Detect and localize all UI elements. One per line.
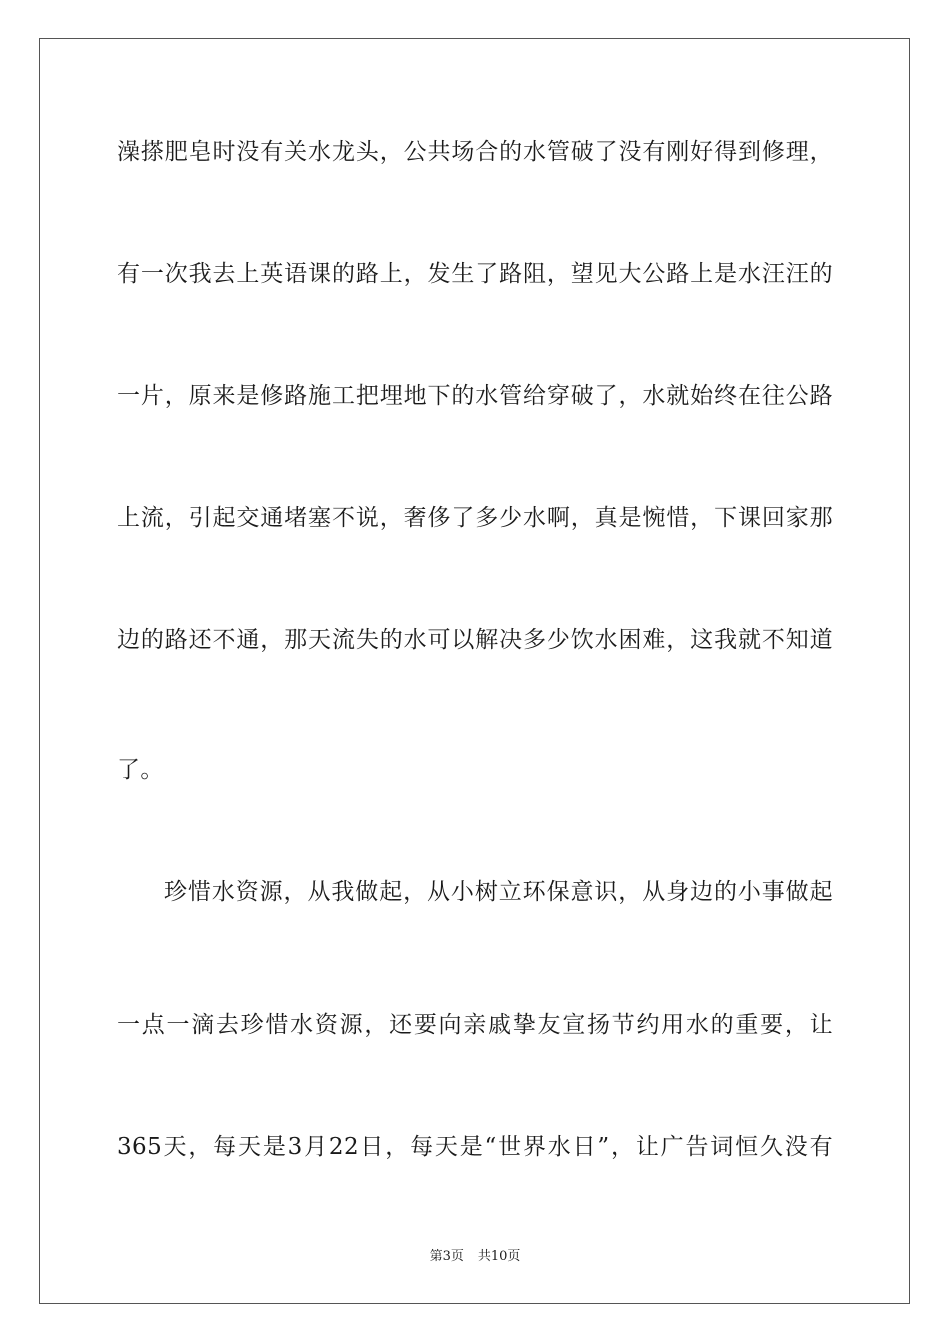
page-border bbox=[39, 38, 910, 1304]
paragraph-line-3: 一片，原来是修路施工把埋地下的水管给穿破了，水就始终在往公路 bbox=[117, 383, 833, 409]
paragraph-line-1: 澡搽肥皂时没有关水龙头，公共场合的水管破了没有刚好得到修理， bbox=[117, 139, 833, 165]
paragraph-line-2: 有一次我去上英语课的路上，发生了路阻，望见大公路上是水汪汪的 bbox=[117, 261, 833, 287]
paragraph-line-9: 365天，每天是3月22日，每天是“世界水日”，让广告词恒久没有 bbox=[117, 1134, 833, 1160]
total-pages: 共10页 bbox=[477, 1249, 521, 1264]
paragraph-line-8: 一点一滴去珍惜水资源，还要向亲戚挚友宣扬节约用水的重要，让 bbox=[117, 1012, 833, 1038]
paragraph-line-5: 边的路还不通，那天流失的水可以解决多少饮水困难，这我就不知道 bbox=[117, 627, 833, 653]
page-number: 第3页 bbox=[429, 1249, 464, 1264]
page-footer bbox=[0, 1248, 950, 1266]
paragraph-line-7: 珍惜水资源，从我做起，从小树立环保意识，从身边的小事做起 bbox=[164, 879, 833, 905]
paragraph-line-4: 上流，引起交通堵塞不说，奢侈了多少水啊，真是惋惜，下课回家那 bbox=[117, 505, 833, 531]
paragraph-line-6: 了。 bbox=[117, 757, 164, 783]
